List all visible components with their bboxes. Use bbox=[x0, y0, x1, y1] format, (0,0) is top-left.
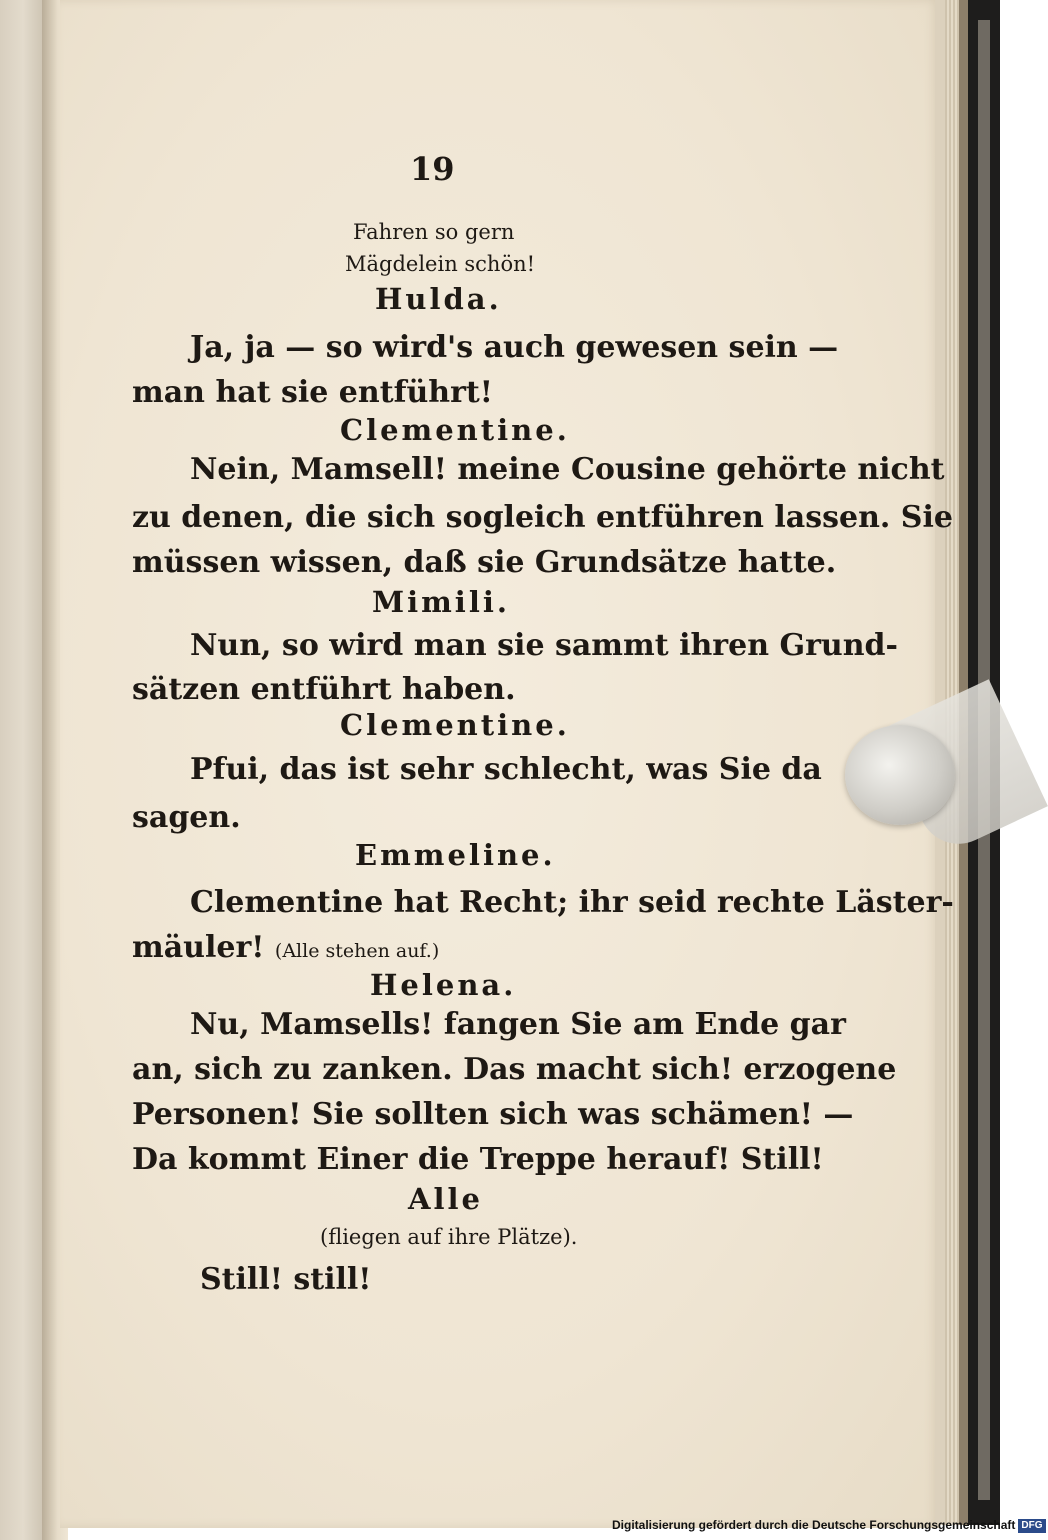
page-clip-weight bbox=[845, 725, 955, 825]
credit-text: Digitalisierung gefördert durch die Deutsche Forschungsgemeinschaft bbox=[612, 1518, 1016, 1532]
speaker-name: Hulda. bbox=[375, 282, 502, 316]
speaker-name: Mimili. bbox=[372, 585, 510, 619]
verse-line: Fahren so gern bbox=[353, 220, 515, 244]
dialogue-line: Personen! Sie sollten sich was schämen! — bbox=[132, 1097, 854, 1132]
stage-direction: (fliegen auf ihre Plätze). bbox=[320, 1225, 578, 1249]
dialogue-line: zu denen, die sich sogleich entführen lassen. Sie bbox=[132, 500, 953, 535]
dialogue-line: Pfui, das ist sehr schlecht, was Sie da bbox=[190, 752, 822, 787]
dialogue-line: Nun, so wird man sie sammt ihren Grund- bbox=[190, 628, 898, 663]
dialogue-line: man hat sie entführt! bbox=[132, 375, 493, 410]
dialogue-line: Nein, Mamsell! meine Cousine gehörte nicht bbox=[190, 452, 945, 487]
speaker-name: Clementine. bbox=[340, 708, 570, 742]
digitization-credit bbox=[612, 1518, 1046, 1533]
dialogue-line: sätzen entführt haben. bbox=[132, 672, 516, 707]
dialogue-line: Da kommt Einer die Treppe herauf! Still! bbox=[132, 1142, 824, 1177]
dialogue-line bbox=[132, 930, 439, 965]
stage-direction: (Alle stehen auf.) bbox=[274, 940, 440, 962]
speaker-name: Emmeline. bbox=[355, 838, 556, 872]
dialogue-line: müssen wissen, daß sie Grundsätze hatte. bbox=[132, 545, 837, 580]
dialogue-line: sagen. bbox=[132, 800, 241, 835]
verse-line: Mägdelein schön! bbox=[345, 252, 536, 276]
dialogue-line: Clementine hat Recht; ihr seid rechte Läster- bbox=[190, 885, 954, 920]
page-number: 19 bbox=[410, 150, 455, 188]
dialogue-line: Nu, Mamsells! fangen Sie am Ende gar bbox=[190, 1007, 846, 1042]
speaker-name: Alle bbox=[408, 1182, 483, 1216]
speaker-name: Clementine. bbox=[340, 413, 570, 447]
dialogue-line: Ja, ja — so wird's auch gewesen sein — bbox=[190, 330, 839, 365]
dialogue-text: mäuler! bbox=[132, 930, 265, 965]
dialogue-line: Still! still! bbox=[200, 1262, 372, 1297]
speaker-name: Helena. bbox=[370, 968, 517, 1002]
dfg-logo: DFG bbox=[1018, 1519, 1045, 1533]
dialogue-line: an, sich zu zanken. Das macht sich! erzogene bbox=[132, 1052, 897, 1087]
previous-page-edge bbox=[0, 0, 42, 1540]
